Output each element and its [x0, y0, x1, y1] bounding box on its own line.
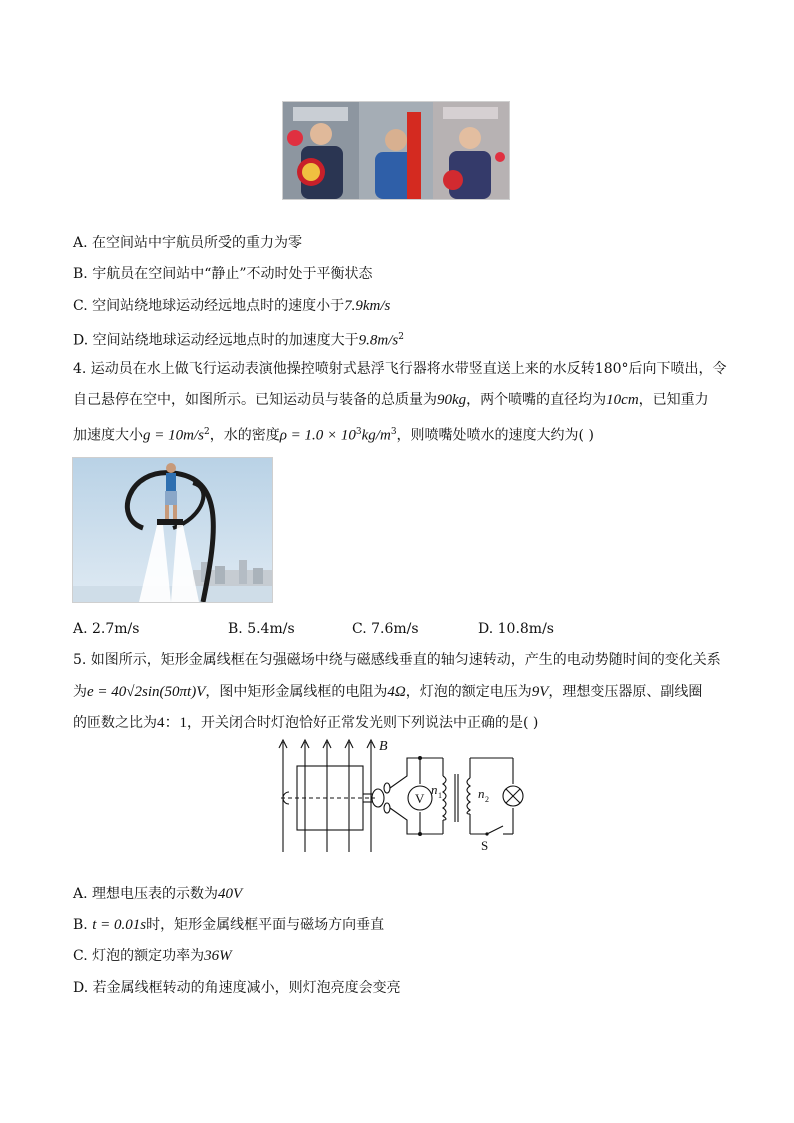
q4-diameter: 10cm [606, 392, 639, 408]
q4-line-3b: ，水的密度 [209, 427, 280, 444]
q5-option-d-text: D. 若金属线框转动的角速度减小，则灯泡亮度会变亮 [73, 980, 401, 996]
q5-line-2a: 为 [73, 684, 87, 700]
q4-line-3 [73, 422, 594, 446]
q5-line-3a: 的匝数之比为 [73, 715, 157, 731]
q5-option-b [73, 915, 384, 935]
q4-gravity: g = 10m/s [143, 427, 204, 444]
option-a-text: A. 在空间站中宇航员所受的重力为零 [73, 235, 303, 251]
flyboard-photo-drawing [73, 458, 272, 602]
q5-option-a-text: A. 理想电压表的示数为 [73, 886, 219, 902]
option-b [73, 264, 373, 284]
q5-option-b-label: B. [73, 917, 88, 933]
q4-line-2a: 自己悬停在空中，如图所示。已知运动员与装备的总质量为 [73, 392, 437, 408]
q5-option-c-text: C. 灯泡的额定功率为 [73, 948, 205, 964]
option-d [73, 327, 404, 351]
q5-line-2 [73, 682, 702, 702]
q4-line-1-text: 4. 运动员在水上做飞行运动表演他操控喷射式悬浮飞行器将水带竖直送上来的水反转180°后向下喷出，令 [73, 361, 727, 377]
switch-label: S [481, 838, 489, 853]
q4-option-b: B. 5.4m/s [228, 621, 295, 637]
option-b-text: B. 宇航员在空间站中“静止”不动时处于平衡状态 [73, 266, 373, 282]
q4-density: ρ = 1.0 × 10 [279, 427, 356, 444]
q4-line-3a: 加速度大小 [73, 427, 143, 444]
q5-rated-voltage: 9V [531, 684, 549, 700]
q4-line-2b: ，两个喷嘴的直径均为 [466, 392, 607, 408]
q4-density-unit: kg/m [361, 427, 391, 444]
generator-circuit-diagram [275, 736, 525, 854]
q5-option-d [73, 978, 401, 998]
field-label-b: B [379, 739, 388, 754]
q5-line-3 [73, 713, 538, 733]
q4-gravity-exp: 2 [203, 427, 210, 437]
q4-mass: 90kg [437, 392, 467, 408]
q4-density-exp: 3 [355, 427, 362, 437]
option-d-value: 9.8m/s [358, 332, 399, 349]
primary-turns-subscript: 1 [438, 791, 442, 800]
q5-option-c [73, 946, 232, 966]
option-d-text: D. 空间站绕地球运动经远地点时的加速度大于 [73, 332, 359, 349]
q5-line-1 [73, 650, 721, 670]
option-d-exponent: 2 [398, 332, 404, 342]
q4-option-d: D. 10.8m/s [478, 621, 554, 637]
q5-line-2c: ，灯泡的额定电压为 [405, 684, 532, 700]
option-a [73, 233, 302, 253]
primary-turns-label: n [431, 782, 438, 797]
q5-emf: e = 40√2sin(50πt)V [87, 684, 206, 700]
q5-line-3b: ，开关闭合时灯泡恰好正常发光则下列说法中正确的是( ) [187, 715, 539, 731]
q4-density-unit-exp: 3 [390, 427, 397, 437]
secondary-turns-subscript: 2 [485, 795, 489, 804]
option-c [73, 296, 390, 316]
astronauts-photo [282, 101, 510, 200]
q5-option-a-value: 40V [218, 886, 243, 902]
q4-line-2c: ，已知重力 [638, 392, 709, 408]
q4-line-2 [73, 390, 709, 410]
q4-line-1 [73, 359, 727, 379]
q5-option-c-value: 36W [204, 948, 232, 964]
q4-option-a: A. 2.7m/s [73, 621, 140, 637]
q4-line-3c: ，则喷嘴处喷水的速度大约为( ) [396, 427, 594, 444]
q5-option-b-text: 时，矩形金属线框平面与磁场方向垂直 [146, 917, 385, 933]
q5-option-b-value: t = 0.01s [92, 917, 147, 933]
option-c-text: C. 空间站绕地球运动经远地点时的速度小于 [73, 298, 345, 314]
q5-line-2d: ，理想变压器原、副线圈 [548, 684, 703, 700]
flyboard-photo [72, 457, 273, 603]
q4-option-c: C. 7.6m/s [352, 621, 419, 637]
secondary-turns-label: n [478, 786, 485, 801]
q5-resistance: 4Ω [387, 684, 406, 700]
q5-line-1-text: 5. 如图所示，矩形金属线框在匀强磁场中绕与磁感线垂直的轴匀速转动，产生的电动势随时间的变化关系 [73, 652, 721, 668]
voltmeter-label: V [415, 791, 425, 806]
option-c-value: 7.9km/s [344, 298, 391, 314]
q5-turns-ratio: 4：1 [157, 715, 188, 731]
q5-option-a [73, 884, 242, 904]
astronauts-photo-drawing [283, 102, 509, 199]
q5-line-2b: ，图中矩形金属线框的电阻为 [205, 684, 388, 700]
